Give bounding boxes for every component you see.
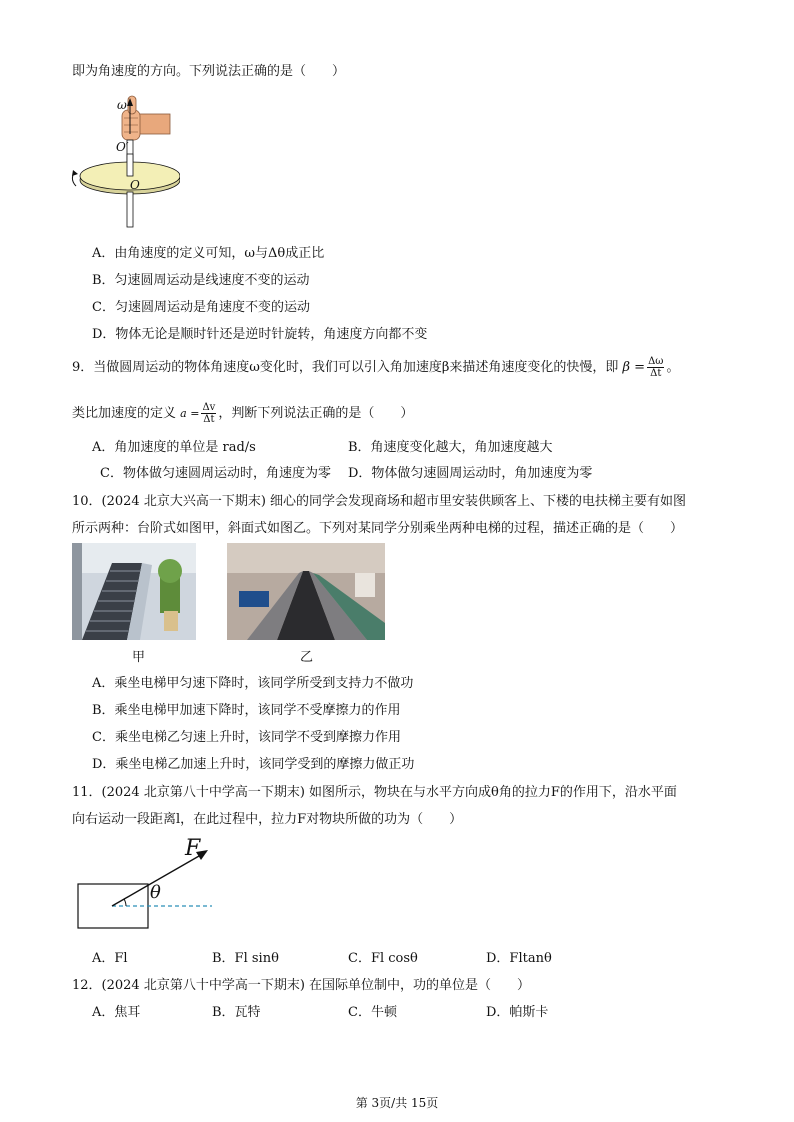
q9-option-d: D．物体做匀速圆周运动时，角加速度为零 <box>348 466 593 481</box>
q10-option-c: C．乘坐电梯乙匀速上升时，该同学不受到摩擦力作用 <box>92 730 401 745</box>
caption-b: 乙 <box>300 650 314 665</box>
q9-option-c: C．物体做匀速圆周运动时，角速度为零 <box>100 466 331 481</box>
q8-option-d: D．物体无论是顺时针还是逆时针旋转，角速度方向都不变 <box>92 327 428 342</box>
moving-walkway-photo-b <box>227 543 385 640</box>
rotating-disk-figure <box>70 92 180 232</box>
q11-line1: 11．(2024 北京第八十中学高一下期末) 如图所示，物块在与水平方向成θ角的拉力F的作用下，沿水平面 <box>72 785 677 800</box>
caption-a: 甲 <box>132 650 146 665</box>
q12-line1: 12．(2024 北京第八十中学高一下期末) 在国际单位制中，功的单位是（ ） <box>72 978 531 993</box>
q10-option-b: B．乘坐电梯甲加速下降时，该同学不受摩擦力的作用 <box>92 703 401 718</box>
q8-option-c: C．匀速圆周运动是角速度不变的运动 <box>92 300 310 315</box>
q11-line2: 向右运动一段距离l，在此过程中，拉力F对物块所做的功为（ ） <box>72 812 463 827</box>
theta-label: θ <box>150 882 161 903</box>
o-label: O <box>130 178 140 192</box>
q11-option-d: D．Fltanθ <box>486 951 552 966</box>
q11-option-b: B．Fl sinθ <box>212 951 279 966</box>
q11-option-c: C．Fl cosθ <box>348 951 418 966</box>
q8-option-b: B．匀速圆周运动是线速度不变的运动 <box>92 273 310 288</box>
q12-option-c: C．牛顿 <box>348 1005 397 1020</box>
q9-line1: 9．当做圆周运动的物体角速度ω变化时，我们可以引入角加速度β来描述角速度变化的快慢，即 β = $\frac{\Delta\omega}{\Delta t}$ 。 <box>72 356 680 379</box>
q12-option-a: A．焦耳 <box>92 1005 141 1020</box>
q8-option-a: A．由角速度的定义可知，ω与Δθ成正比 <box>92 246 325 261</box>
q10-line1: 10．(2024 北京大兴高一下期末) 细心的同学会发现商场和超市里安装供顾客上、下楼的电扶梯主要有如图 <box>72 494 687 509</box>
a-fraction: $\frac{\Delta v}{\Delta t}$ <box>202 402 216 425</box>
q12-option-d: D．帕斯卡 <box>486 1005 549 1020</box>
q10-line2: 所示两种：台阶式如图甲，斜面式如图乙。下列对某同学分别乘坐两种电梯的过程，描述正确的是（ ） <box>72 521 684 536</box>
q8-intro-tail: 即为角速度的方向。下列说法正确的是（ ） <box>72 64 346 79</box>
q9-option-b: B．角速度变化越大，角加速度越大 <box>348 440 553 455</box>
escalator-photo-a <box>72 543 196 640</box>
beta-fraction: $\frac{\Delta\omega}{\Delta t}$ <box>648 356 664 379</box>
omega-label: ω <box>117 98 127 112</box>
q12-option-b: B．瓦特 <box>212 1005 261 1020</box>
o-prime-label: O′ <box>116 140 129 154</box>
q10-option-a: A．乘坐电梯甲匀速下降时，该同学所受到支持力不做功 <box>92 676 414 691</box>
force-label: F <box>185 836 201 861</box>
q9-line2: 类比加速度的定义 a = $\frac{\Delta v}{\Delta t}$ ，判断下列说法正确的是（ ） <box>72 402 414 425</box>
page-footer: 第 3页/共 15页 <box>355 1096 439 1110</box>
q11-option-a: A．Fl <box>92 951 128 966</box>
q10-option-d: D．乘坐电梯乙加速上升时，该同学受到的摩擦力做正功 <box>92 757 415 772</box>
q9-option-a: A．角加速度的单位是 rad/s <box>92 440 256 455</box>
